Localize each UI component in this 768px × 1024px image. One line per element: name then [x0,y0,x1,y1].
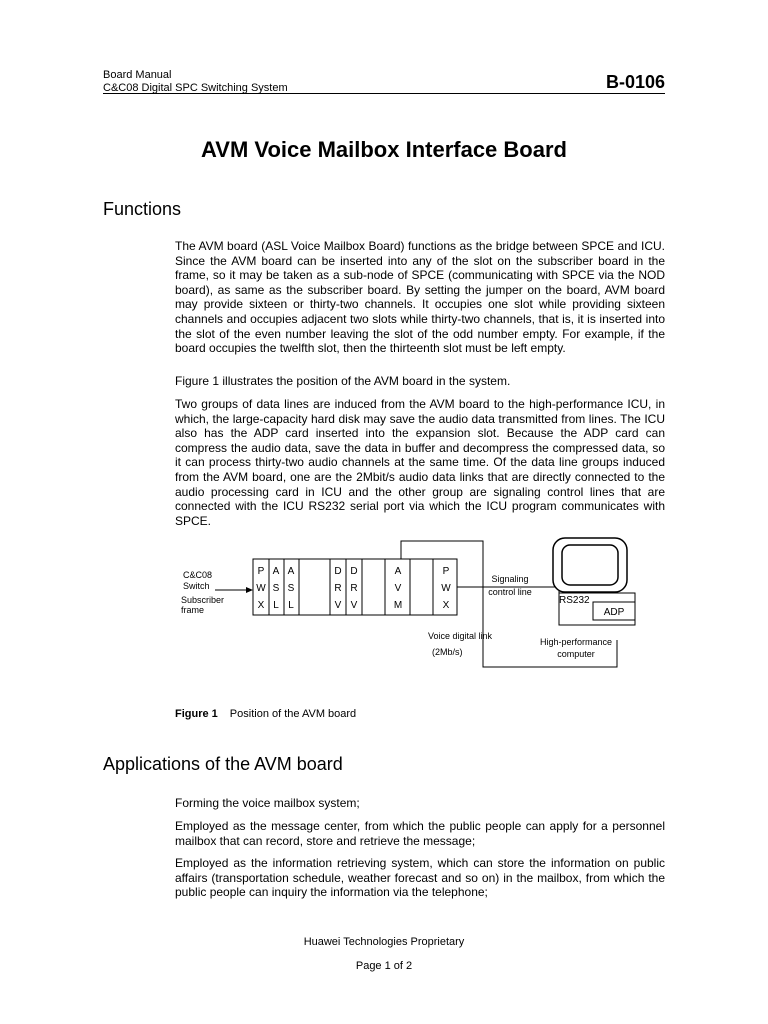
label-frame-1: Subscriber [181,595,225,605]
label-rs232: RS232 [559,595,590,606]
label-switch-2: Switch [183,581,210,591]
applications-paragraph-2: Employed as the message center, from which the public people can apply for a personnel mailbox that can record, store and retrieve the message; [175,819,665,848]
applications-paragraph-1: Forming the voice mailbox system; [175,796,360,810]
figure-caption-text: Position of the AVM board [229,708,357,720]
functions-heading: Functions [103,199,182,219]
avm-position-diagram [175,535,665,705]
slot-asl2-letter-2: S [287,583,295,594]
slot-avm-letter-2: V [394,583,402,594]
slot-asl1-letter-2: S [272,583,280,594]
slot-drv2-letter-1: D [350,566,358,577]
label-frame-2: frame [181,605,205,615]
doc-header [103,69,288,94]
label-computer-1: High-performance [539,637,613,647]
label-voice-1: Voice digital link [428,631,493,641]
label-signaling-2: control line [488,587,532,597]
functions-paragraph-1: The AVM board (ASL Voice Mailbox Board) functions as the bridge between SPCE and ICU. Since the AVM board can be inserted into any of the slot on the subscriber board in the frame, so it may be taken as a sub-node of SPCE (communicating with SPCE via the NOD board), as same as the subscriber board. By setting the jumper on the board, AVM board may provide sixteen or thirty-two channels. It occupies one slot while providing sixteen channels and occupies adjacent two slots while thirty-two channels, that is, it is inserted into the slot of the even number leaving the slot of the odd number empty. For example, if the board occupies the twelfth slot, then the thirteenth slot must be left empty. [175,239,665,356]
label-adp: ADP [603,607,625,618]
slot-avm-letter-1: A [394,566,402,577]
label-signaling-1: Signaling [491,574,529,584]
monitor-screen [562,545,618,585]
figure-label: Figure 1 [175,708,218,720]
footer-page-number: Page 1 of 2 [355,960,413,972]
slot-asl1-letter-3: L [273,600,279,611]
frame-arrow-head [246,587,253,593]
slot-pwx2-letter-3: X [442,600,450,611]
slot-pwx-letter-1: P [257,566,265,577]
label-switch-1: C&C08 [183,570,213,580]
slot-drv2-letter-2: R [350,583,358,594]
slot-asl1-letter-1: A [272,566,280,577]
slot-pwx2-letter-2: W [441,583,451,594]
header-rule [103,93,665,94]
applications-heading: Applications of the AVM board [103,754,343,774]
slot-drv1-letter-1: D [334,566,342,577]
page-title: AVM Voice Mailbox Interface Board [201,137,567,162]
slot-asl2-letter-1: A [287,566,295,577]
slot-drv2-letter-3: V [350,600,358,611]
slot-avm-letter-3: M [393,600,403,611]
applications-paragraph-3: Employed as the information retrieving system, which can store the information on public affairs (transportation schedule, weather forecast and so on) in the mailbox, from which the public people can inquiry the information via the telephone; [175,856,665,900]
slot-pwx2-letter-1: P [442,566,450,577]
slot-asl2-letter-3: L [288,600,294,611]
slot-drv1-letter-3: V [334,600,342,611]
slot-letters [256,566,451,611]
slot-pwx-letter-2: W [256,583,266,594]
functions-paragraph-2: Figure 1 illustrates the position of the AVM board in the system. [175,374,511,388]
footer-company: Huawei Technologies Proprietary [303,936,465,948]
manual-name: Board Manual [103,69,172,81]
functions-paragraph-3: Two groups of data lines are induced from the AVM board to the high-performance ICU, in which, the large-capacity hard disk may save the audio data transmitted from lines. The ICU also has the ADP card inserted into the expansion slot. Because the ADP card can compress the audio data, save the data in buffer and decompress the compressed data, so it can process thirty-two audio channels at the same time. Of the data line groups induced from the AVM board, one are the 2Mbit/s audio data links that are directly connected to the audio processing card in ICU and the other group are signaling control lines that are connected with the ICU RS232 serial port via which the ICU program communicates with SPCE. [175,397,665,528]
figure-caption [175,708,356,720]
system-name: C&C08 Digital SPC Switching System [103,81,288,94]
slot-drv1-letter-2: R [334,583,342,594]
label-computer-2: computer [557,649,595,659]
label-voice-2: (2Mb/s) [432,647,463,657]
doc-code: B-0106 [605,72,665,92]
slot-pwx-letter-3: X [257,600,265,611]
